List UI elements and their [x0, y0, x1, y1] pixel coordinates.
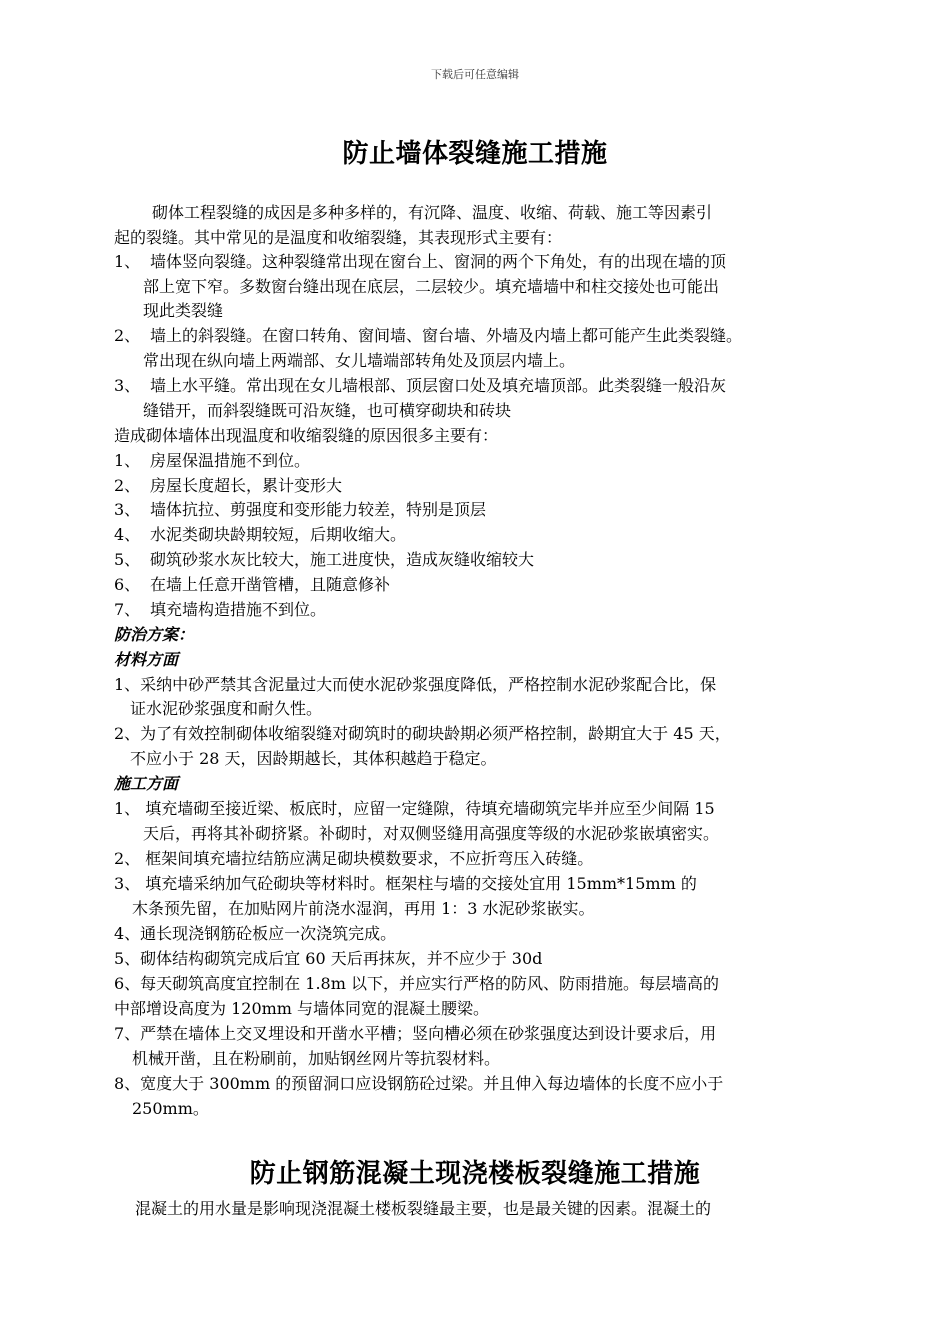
list-item: 3、 墙上水平缝。常出现在女儿墙根部、顶层窗口处及填充墙顶部。此类裂缝一般沿灰 [114, 376, 727, 395]
material-item: 1、采纳中砂严禁其含泥量过大而使水泥砂浆强度降低，严格控制水泥砂浆配合比，保 [114, 675, 717, 694]
construction-item-cont: 中部增设高度为 120mm 与墙体同宽的混凝土腰梁。 [114, 999, 490, 1018]
list-item-cont: 现此类裂缝 [143, 301, 224, 320]
list-item-cont: 部上宽下窄。多数窗台缝出现在底层，二层较少。填充墙墙中和柱交接处也可能出 [143, 277, 720, 296]
construction-item: 6、每天砌筑高度宜控制在 1.8m 以下，并应实行严格的防风、防雨措施。每层墙高的 [114, 974, 719, 993]
material-item-cont: 不应小于 28 天，因龄期越长，其体积越趋于稳定。 [130, 749, 497, 768]
causes-heading: 造成砌体墙体出现温度和收缩裂缝的原因很多主要有： [114, 426, 499, 445]
list-item: 7、 填充墙构造措施不到位。 [114, 600, 327, 619]
paragraph-line: 混凝土的用水量是影响现浇混凝土楼板裂缝最主要，也是最关键的因素。混凝土的 [135, 1199, 712, 1218]
list-item: 2、 墙上的斜裂缝。在窗口转角、窗间墙、窗台墙、外墙及内墙上都可能产生此类裂缝。 [114, 326, 743, 345]
construction-item: 7、严禁在墙体上交叉埋设和开凿水平槽；竖向槽必须在砂浆强度达到设计要求后，用 [114, 1024, 717, 1043]
list-item: 3、 墙体抗拉、剪强度和变形能力较差，特别是顶层 [114, 500, 487, 519]
construction-item: 1、 填充墙砌至接近梁、板底时，应留一定缝隙，待填充墙砌筑完毕并应至少间隔 15 [114, 799, 715, 818]
material-heading: 材料方面 [114, 650, 179, 669]
construction-item-cont: 木条预先留，在加贴网片前浇水湿润，再用 1：3 水泥砂浆嵌实。 [132, 899, 595, 918]
construction-item: 8、宽度大于 300mm 的预留洞口应设钢筋砼过梁。并且伸入每边墙体的长度不应小于 [114, 1074, 724, 1093]
construction-item-cont: 机械开凿，且在粉刷前，加贴钢丝网片等抗裂材料。 [132, 1049, 501, 1068]
page-title: 防止墙体裂缝施工措施 [342, 139, 608, 169]
intro-line-2: 起的裂缝。其中常见的是温度和收缩裂缝，其表现形式主要有： [114, 228, 563, 247]
construction-heading: 施工方面 [114, 774, 179, 793]
construction-item: 2、 框架间填充墙拉结筋应满足砌块模数要求，不应折弯压入砖缝。 [114, 849, 594, 868]
material-item-cont: 证水泥砂浆强度和耐久性。 [130, 699, 323, 718]
header-note: 下载后可任意编辑 [431, 68, 519, 81]
list-item: 1、 墙体竖向裂缝。这种裂缝常出现在窗台上、窗洞的两个下角处，有的出现在墙的顶 [114, 252, 727, 271]
list-item: 2、 房屋长度超长，累计变形大 [114, 476, 343, 495]
construction-item: 3、 填充墙采纳加气砼砌块等材料时。框架柱与墙的交接处宜用 15mm*15mm 的 [114, 874, 697, 893]
list-item-cont: 缝错开，而斜裂缝既可沿灰缝，也可横穿砌块和砖块 [143, 401, 512, 420]
list-item-cont: 常出现在纵向墙上两端部、女儿墙端部转角处及顶层内墙上。 [143, 351, 576, 370]
list-item: 1、 房屋保温措施不到位。 [114, 451, 311, 470]
list-item: 4、 水泥类砌块龄期较短，后期收缩大。 [114, 525, 407, 544]
material-item: 2、为了有效控制砌体收缩裂缝对砌筑时的砌块龄期必须严格控制，龄期宜大于 45 天， [114, 724, 731, 743]
construction-item-cont: 250mm。 [132, 1099, 209, 1118]
section-title: 防止钢筋混凝土现浇楼板裂缝施工措施 [249, 1159, 701, 1189]
plan-heading: 防治方案： [114, 625, 195, 644]
construction-item-cont: 天后，再将其补砌挤紧。补砌时，对双侧竖缝用高强度等级的水泥砂浆嵌填密实。 [143, 824, 720, 843]
list-item: 5、 砌筑砂浆水灰比较大，施工进度快，造成灰缝收缩较大 [114, 550, 535, 569]
list-item: 6、 在墙上任意开凿管槽，且随意修补 [114, 575, 391, 594]
intro-line-1: 砌体工程裂缝的成因是多种多样的，有沉降、温度、收缩、荷载、施工等因素引 [152, 203, 713, 222]
construction-item: 4、通长现浇钢筋砼板应一次浇筑完成。 [114, 924, 397, 943]
construction-item: 5、砌体结构砌筑完成后宜 60 天后再抹灰，并不应少于 30d [114, 949, 543, 968]
